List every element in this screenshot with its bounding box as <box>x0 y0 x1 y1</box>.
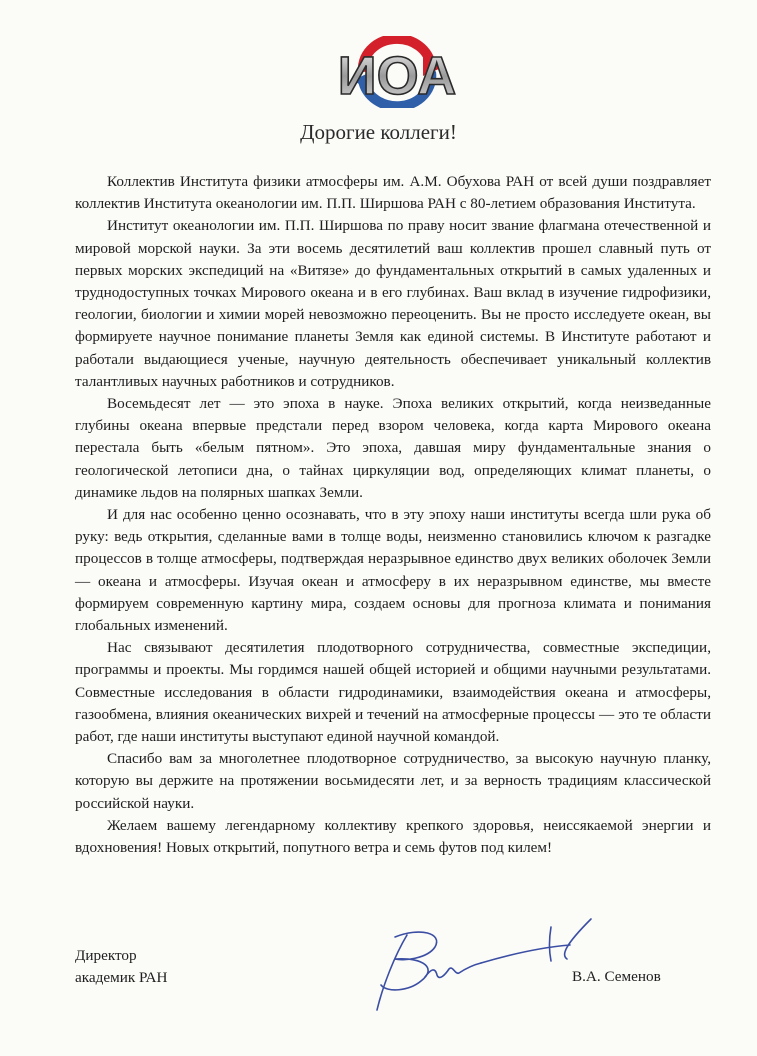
paragraph-2: Институт океанологии им. П.П. Ширшова по праву носит звание флагмана отечественной и мировой морской науки. За эти восемь десятилетий ваш коллектив прошел славный путь от первых морских экспедиций на «Витязе» до фундаментальных открытий в самых удаленных и труднодоступных точках Мирового океана и в его глубинах. Ваш вклад в изучение гидрофизики, геологии, биологии и химии морей невозможно переоценить. Вы не просто исследуете океан, вы формируете научное понимание планеты Земля как единой системы. В Институте работают и работали выдающиеся ученые, научную деятельность обеспечивает уникальный коллектив талантливых научных работников и сотрудников. <box>75 217 711 390</box>
signer-position <box>75 945 167 989</box>
position-line-2: академик РАН <box>75 969 168 986</box>
paragraph-1: Коллектив Института физики атмосферы им. А.М. Обухова РАН от всей души поздравляет коллектив Института океанологии им. П.П. Ширшова РАН с 80-летием образования Института. <box>75 173 711 213</box>
paragraph-7: Желаем вашему легендарному коллективу крепкого здоровья, неиссякаемой энергии и вдохновения! Новых открытий, попутного ветра и семь футов под килем! <box>75 816 711 857</box>
paragraph-3: Восемьдесят лет — это эпоха в науке. Эпоха великих открытий, когда неизведанные глубины океана впервые предстали перед взором человека, когда карта Мирового океана перестала быть «белым пятном». Это эпоха, давшая миру фундаментальные знания о геологической летописи дна, о тайнах циркуляции вод, определяющих климат планеты, о динамике льдов на полярных шапках Земли. <box>75 395 711 501</box>
paragraph-5: Нас связывают десятилетия плодотворного сотрудничества, совместные экспедиции, программы и проекты. Мы гордимся нашей общей историей и общими научными результатами. Совместные исследования в области гидродинамики, взаимодействия океана и атмосферы, газообмена, влияния океанических вихрей и течений на атмосферные процессы — это те области работ, где наши институты выступают единой научной командой. <box>75 639 711 746</box>
handwritten-signature <box>365 915 605 1015</box>
greeting-title: Дорогие коллеги! <box>300 120 457 144</box>
logo-text: ИОА <box>337 46 457 106</box>
paragraph-6: Спасибо вам за многолетнее плодотворное сотрудничество, за высокую научную планку, которую вы держите на протяжении восьмидесяти лет, и за верность традициям классической российской науки. <box>75 750 711 812</box>
institute-logo <box>305 36 489 108</box>
paragraph-4: И для нас особенно ценно осознавать, что в эту эпоху наши институты всегда шли рука об руку: ведь открытия, сделанные вами в толще воды, неизменно становились ключом к разгадке процессов в толще атмосферы, подтверждая неразрывное единство двух великих оболочек Земли — океана и атмосферы. Изучая океан и атмосферу в их неразрывном единстве, мы вместе формируем современную картину мира, создаем основы для прогноза климата и понимания глобальных изменений. <box>75 506 711 635</box>
letter-body <box>75 171 711 859</box>
position-line-1: Директор <box>75 947 137 964</box>
signer-name: В.А. Семенов <box>572 968 661 985</box>
